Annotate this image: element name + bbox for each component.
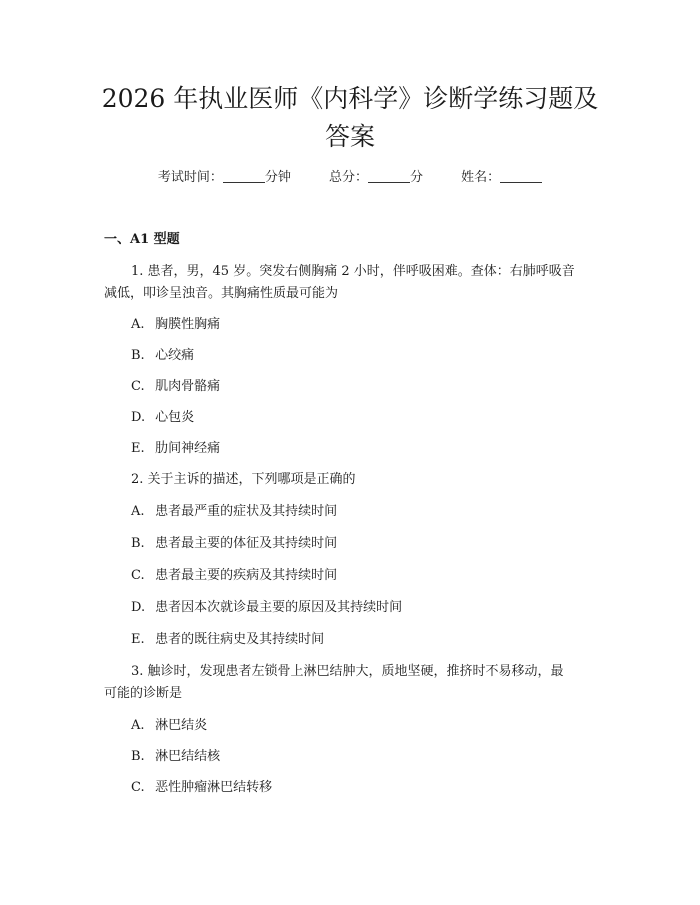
option-letter: E.	[131, 441, 145, 456]
option-text: 患者最主要的疾病及其持续时间	[155, 568, 338, 583]
score-blank	[368, 170, 410, 183]
option-letter: A.	[131, 718, 145, 733]
option-letter: D.	[131, 600, 146, 615]
question-1-stem: 1. 患者，男，45 岁。突发右侧胸痛 2 小时，伴呼吸困难。查体：右肺呼吸音	[131, 264, 575, 279]
time-blank	[223, 170, 265, 183]
option-text: 恶性肿瘤淋巴结转移	[155, 780, 273, 795]
document-title	[60, 80, 640, 156]
section-heading: 一、A1 型题	[104, 232, 180, 247]
question-2-stem: 2. 关于主诉的描述，下列哪项是正确的	[131, 472, 356, 487]
option-text: 患者的既往病史及其持续时间	[155, 632, 325, 647]
option-letter: A.	[131, 504, 145, 519]
name-blank	[500, 170, 542, 183]
exam-name	[461, 168, 542, 188]
option-text: 肋间神经痛	[155, 441, 221, 456]
question-2-option-c	[131, 566, 337, 586]
question-1-option-b	[131, 346, 194, 366]
question-3-option-b	[131, 747, 220, 767]
title-line-2: 答案	[324, 122, 375, 151]
name-label: 姓名：	[461, 170, 501, 185]
option-text: 患者因本次就诊最主要的原因及其持续时间	[155, 600, 403, 615]
option-text: 心绞痛	[155, 348, 195, 363]
exam-score	[329, 168, 423, 188]
option-letter: C.	[131, 379, 145, 394]
option-letter: C.	[131, 780, 145, 795]
question-2-option-d	[131, 598, 402, 618]
time-label: 考试时间：	[157, 170, 223, 185]
option-text: 胸膜性胸痛	[155, 317, 221, 332]
score-label: 总分：	[328, 170, 368, 185]
option-text: 心包炎	[155, 410, 195, 425]
question-2-option-e	[131, 630, 324, 650]
option-letter: C.	[131, 568, 145, 583]
option-text: 患者最主要的体征及其持续时间	[155, 536, 338, 551]
question-2-option-a	[131, 502, 337, 522]
question-3-stem: 3. 触诊时，发现患者左锁骨上淋巴结肿大，质地坚硬，推挤时不易移动，最	[131, 664, 564, 679]
question-1-option-e	[131, 439, 220, 459]
question-1-option-d	[131, 408, 194, 428]
question-2-option-b	[131, 534, 337, 554]
option-text: 淋巴结炎	[155, 718, 208, 733]
option-letter: B.	[131, 749, 145, 764]
option-letter: D.	[131, 410, 146, 425]
option-letter: A.	[131, 317, 145, 332]
question-1-option-c	[131, 377, 220, 397]
exam-meta	[0, 168, 700, 188]
title-line-1: 2026 年执业医师《内科学》诊断学练习题及	[101, 84, 599, 113]
exam-time	[158, 168, 291, 188]
time-unit: 分钟	[264, 170, 291, 185]
option-text: 患者最严重的症状及其持续时间	[155, 504, 338, 519]
score-unit: 分	[410, 170, 424, 185]
option-letter: B.	[131, 348, 145, 363]
question-3-option-c	[131, 778, 272, 798]
option-letter: E.	[131, 632, 145, 647]
question-3-stem-cont: 可能的诊断是	[104, 686, 183, 701]
option-text: 肌肉骨骼痛	[155, 379, 221, 394]
option-letter: B.	[131, 536, 145, 551]
question-3-option-a	[131, 716, 207, 736]
question-1-option-a	[131, 315, 220, 335]
question-1-stem-cont: 减低，叩诊呈浊音。其胸痛性质最可能为	[104, 286, 339, 301]
option-text: 淋巴结结核	[155, 749, 221, 764]
